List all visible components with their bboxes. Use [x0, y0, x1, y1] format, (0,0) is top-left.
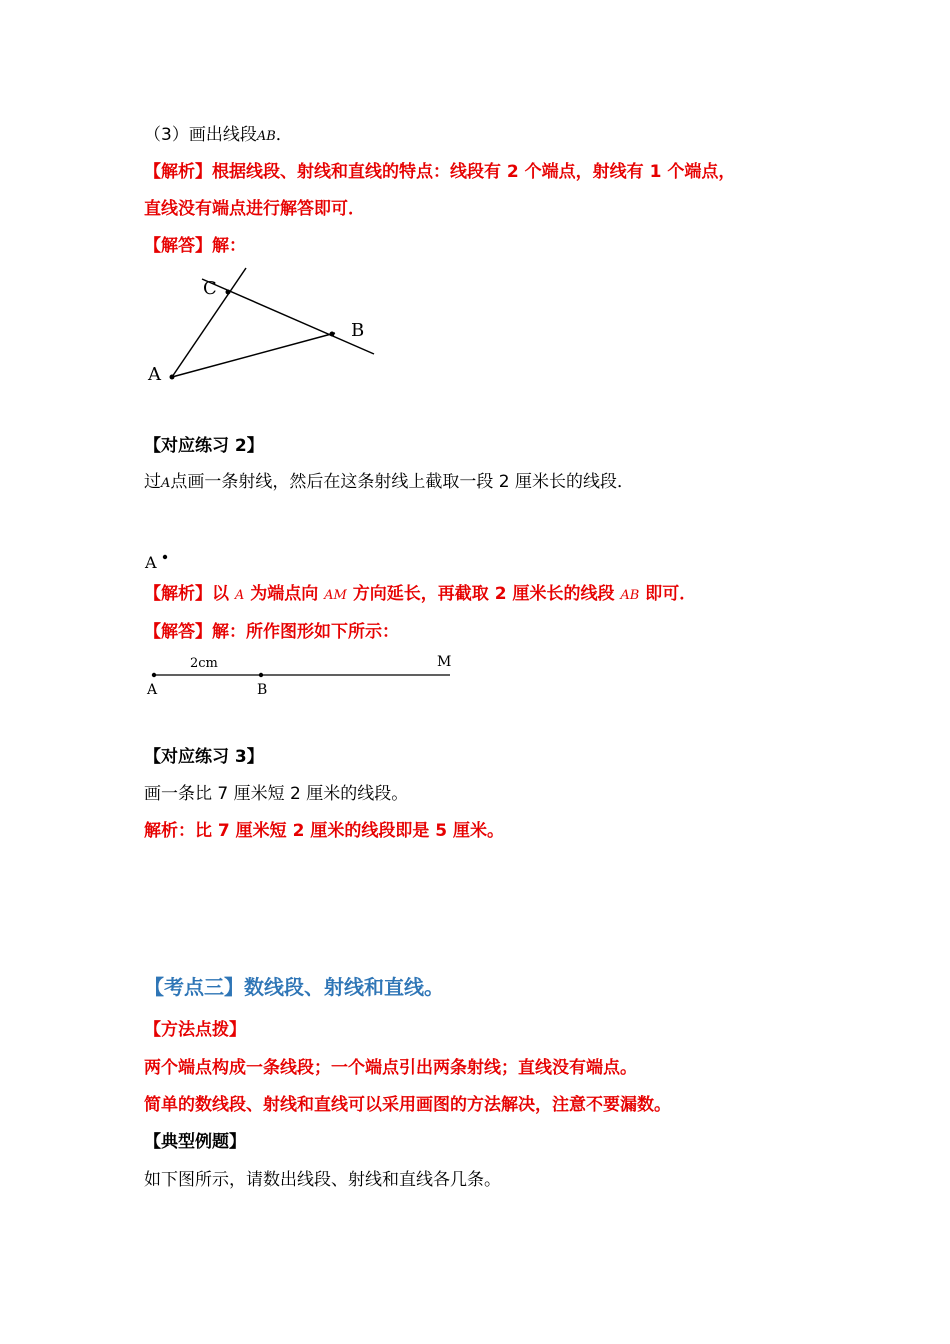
practice-2-heading: 【对应练习 2】	[144, 436, 264, 456]
label-a: A	[147, 682, 158, 698]
analysis-2-part-3: 方向延长，再截取 2 厘米长的线段	[352, 584, 615, 604]
analysis-2-var-a: A	[234, 588, 245, 603]
analysis-2-var-am: AM	[324, 588, 347, 603]
method-line-1: 两个端点构成一条线段；一个端点引出两条射线；直线没有端点。	[144, 1058, 637, 1078]
analysis-2-var-ab: AB	[620, 588, 640, 603]
point-b	[330, 332, 335, 337]
practice-3-heading: 【对应练习 3】	[144, 747, 264, 767]
point-a-label: A	[145, 553, 157, 572]
figure-point-a	[140, 548, 180, 572]
point-a-var: A	[161, 476, 171, 491]
example-question: 如下图所示，请数出线段、射线和直线各几条。	[144, 1170, 501, 1190]
point-c	[226, 290, 231, 295]
label-b: B	[257, 682, 268, 698]
point-a-dot	[163, 555, 167, 559]
question-3	[144, 123, 293, 149]
point-a	[152, 673, 156, 677]
segment-ab	[172, 333, 335, 377]
practice-3-analysis: 解析：比 7 厘米短 2 厘米的线段即是 5 厘米。	[144, 821, 504, 841]
question-3-suffix: ．	[275, 125, 293, 145]
analysis-2-part-1: 【解析】以	[144, 584, 229, 604]
figure-ray-am	[140, 650, 460, 700]
length-label: 2cm	[190, 656, 218, 671]
question-3-prefix: （3）画出线段	[144, 125, 257, 145]
label-c: C	[203, 278, 217, 299]
analysis-2	[144, 582, 696, 608]
practice-2-question	[144, 470, 634, 496]
label-b: B	[351, 320, 365, 341]
figure-triangle-lines	[140, 262, 390, 392]
method-line-2: 简单的数线段、射线和直线可以采用画图的方法解决，注意不要漏数。	[144, 1095, 671, 1115]
practice-2-question-prefix: 过	[144, 472, 161, 492]
analysis-2-part-2: 为端点向	[250, 584, 319, 604]
label-m: M	[437, 654, 452, 670]
segment-ab-var: AB	[256, 129, 276, 144]
practice-3-question: 画一条比 7 厘米短 2 厘米的线段。	[144, 784, 409, 804]
practice-2-question-suffix: 点画一条射线，然后在这条射线上截取一段 2 厘米长的线段．	[170, 472, 635, 492]
section-3-title: 【考点三】数线段、射线和直线。	[144, 975, 444, 999]
label-a: A	[148, 364, 161, 385]
analysis-2-part-4: 即可．	[645, 584, 697, 604]
point-a	[170, 375, 175, 380]
point-b	[259, 673, 263, 677]
analysis-1-line-2: 直线没有端点进行解答即可．	[144, 199, 365, 219]
analysis-1-line-1: 【解析】根据线段、射线和直线的特点：线段有 2 个端点，射线有 1 个端点，	[144, 162, 736, 182]
method-label: 【方法点拨】	[144, 1020, 246, 1040]
answer-2: 【解答】解：所作图形如下所示：	[144, 622, 399, 642]
example-label: 【典型例题】	[144, 1132, 246, 1152]
answer-1-label: 【解答】解：	[144, 236, 246, 256]
